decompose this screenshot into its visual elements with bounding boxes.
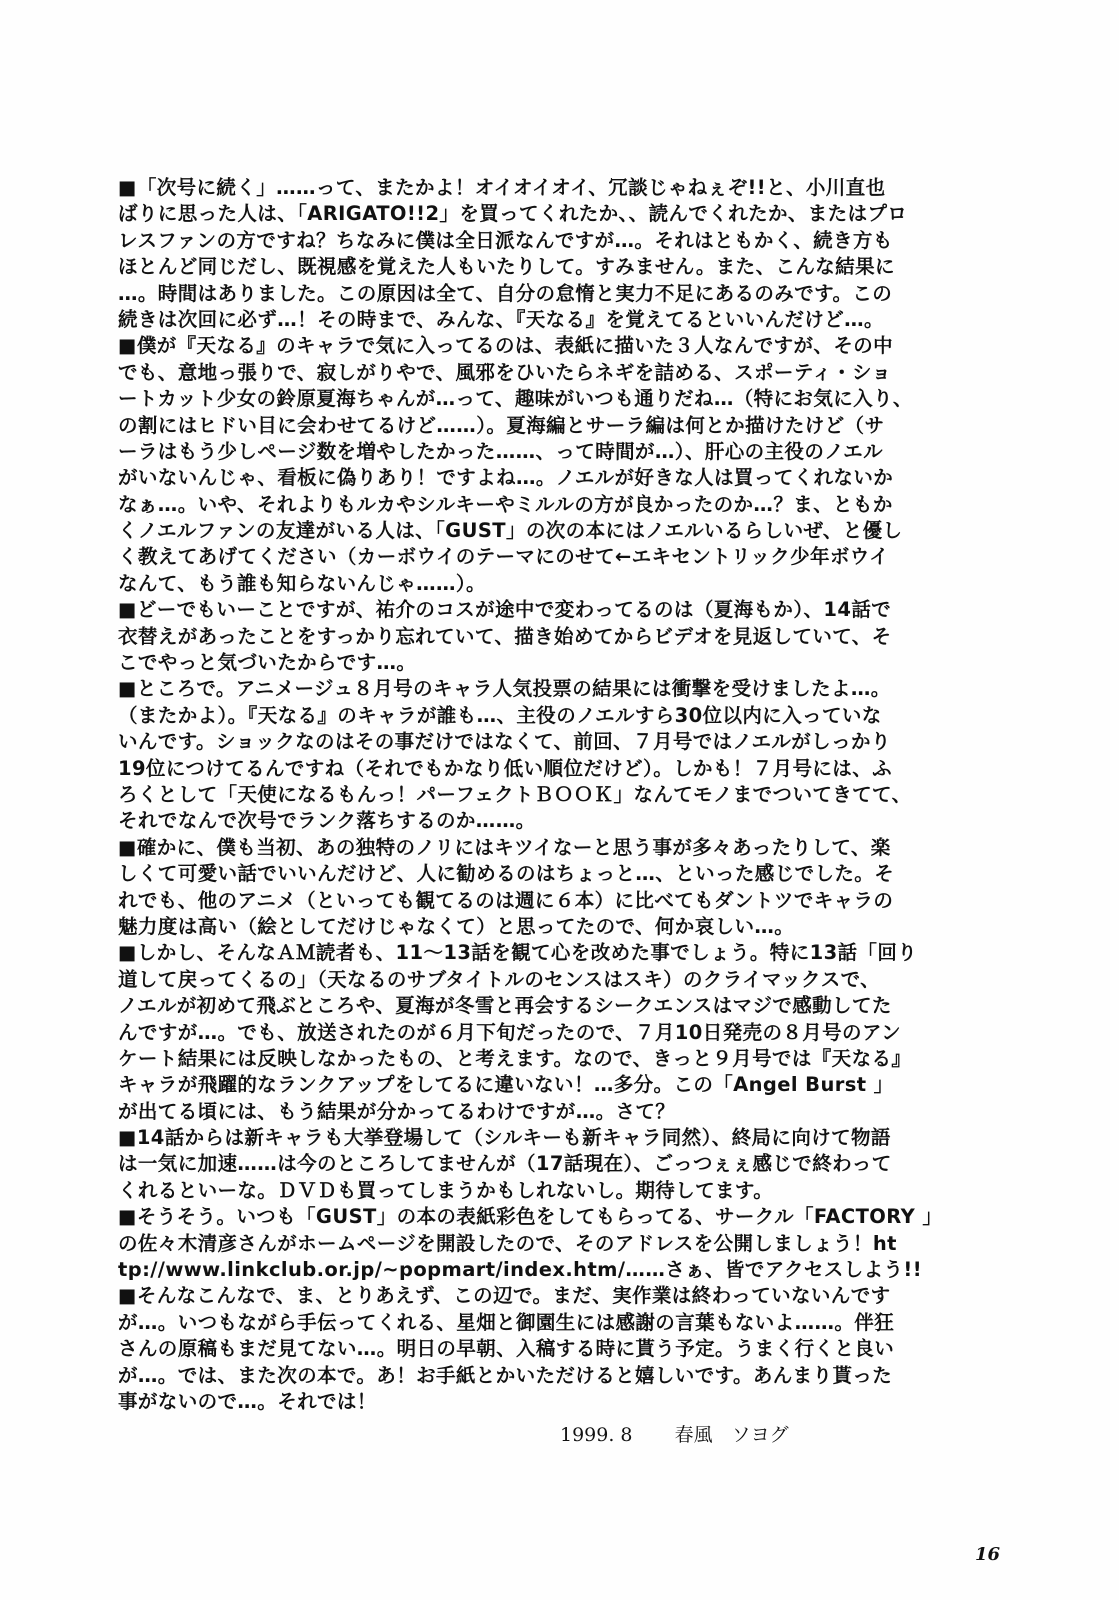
text-line: しくて可愛い話でいいんだけど、人に勧めるのはちょっと…、といった感じでした。そ	[118, 862, 895, 886]
page-number: 16	[975, 1544, 1001, 1565]
text-line: キャラが飛躍的なランクアップをしてるに違いない！…多分。この「Angel Burst 」	[118, 1073, 894, 1097]
text-line: なぁ…。いや、それよりもルカやシルキーやミルルの方が良かったのか…？ま、ともか	[118, 492, 893, 516]
text-line: ろくとして「天使になるもんっ！パーフェクトＢＯＯＫ」なんてモノまでついてきてて、	[118, 782, 912, 806]
text-line: く教えてあげてください（カーボウイのテーマにのせて←エキセントリック少年ボウイ	[118, 545, 889, 569]
text-line: ノエルが初めて飛ぶところや、夏海が冬雪と再会するシークエンスはマジで感動してた	[118, 994, 892, 1018]
text-line: ーラはもう少しページ数を増やしたかった……、って時間が…）、肝心の主役のノエル	[118, 439, 883, 463]
text-line: 衣替えがあったことをすっかり忘れていて、描き始めてからビデオを見返していて、そ	[118, 624, 892, 648]
text-line: こでやっと気づいたからです…。	[118, 651, 417, 675]
signature	[560, 1420, 825, 1447]
text-line: ■「次号に続く」……って、またかよ！オイオイオイ、冗談じゃねぇぞ!!と、小川直也	[118, 176, 886, 199]
text-line: ■どーでもいーことですが、祐介のコスが途中で変わってるのは（夏海もか）、14話で	[118, 598, 892, 622]
text-line: …。時間はありました。この原因は全て、自分の怠惰と実力不足にあるのみです。この	[118, 281, 893, 305]
text-line: れでも、他のアニメ（といっても観てるのは週に６本）に比べてもダントツでキャラの	[118, 888, 894, 912]
signature-date: 1999. 8	[560, 1424, 633, 1446]
text-line: ケート結果には反映しなかったもの、と考えます。なので、きっと９月号では『天なる』	[118, 1046, 912, 1070]
text-line: くノエルファンの友達がいる人は、「GUST」の次の本にはノエルいるらしいぜ、と優し	[118, 519, 903, 543]
text-line: の割にはヒドい目に会わせてるけど……）。夏海編とサーラ編は何とか描けたけど（サ	[118, 413, 885, 437]
text-line: tp://www.linkclub.or.jp/~popmart/index.htm/……さぁ、皆でアクセスしよう!!	[118, 1258, 923, 1282]
text-line: ■そうそう。いつも「GUST」の本の表紙彩色をしてもらってる、サークル「FACTORY 」	[118, 1205, 943, 1229]
text-line: ートカット少女の鈴原夏海ちゃんが…って、趣味がいつも通りだね…（特にお気に入り、	[118, 387, 913, 411]
signature-author: 春風 ソヨグ	[674, 1424, 789, 1446]
text-line: が…。では、また次の本で。あ！お手紙とかいただけると嬉しいです。あんまり貰った	[118, 1363, 893, 1387]
text-line: 魅力度は高い（絵としてだけじゃなくて）と思ってたので、何か哀しい…。	[118, 914, 795, 938]
text-line: さんの原稿もまだ見てない…。明日の早朝、入稿する時に貰う予定。うまく行くと良い	[118, 1337, 895, 1361]
text-line: ■確かに、僕も当初、あの独特のノリにはキツイなーと思う事が多々あったりして、楽	[118, 835, 891, 859]
afterword-text	[118, 175, 1003, 1415]
text-line: が…。いつもながら手伝ってくれる、星畑と御園生には感謝の言葉もないよ……。伴狂	[118, 1310, 895, 1334]
text-line: ■僕が『天なる』のキャラで気に入ってるのは、表紙に描いた３人なんですが、その中	[118, 334, 894, 358]
text-line: 道して戻ってくるの」（天なるのサブタイトルのセンスはスキ）のクライマックスで、	[118, 967, 881, 991]
text-line: （またかよ）。『天なる』のキャラが誰も…、主役のノエルすら30位以内に入っていな	[118, 703, 882, 727]
text-line: くれるといーな。ＤＶＤも買ってしまうかもしれないし。期待してます。	[118, 1178, 774, 1202]
text-line: なんて、もう誰も知らないんじゃ……）。	[118, 571, 486, 595]
text-line: いんです。ショックなのはその事だけではなくて、前回、７月号ではノエルがしっかり	[118, 730, 891, 754]
text-line: ■そんなこんなで、ま、とりあえず、この辺で。まだ、実作業は終わっていないんです	[118, 1284, 891, 1308]
text-line: ■14話からは新キャラも大挙登場して（シルキーも新キャラ同然）、終局に向けて物語	[118, 1126, 891, 1150]
text-line: は一気に加速……は今のところしてませんが（17話現在）、ごっつぇぇ感じで終わって	[118, 1152, 892, 1176]
text-line: 続きは次回に必ず…！その時まで、みんな、『天なる』を覚えてるといいんだけど…。	[118, 307, 884, 331]
text-line: レスファンの方ですね？ちなみに僕は全日派なんですが…。それはともかく、続き方も	[118, 228, 893, 252]
text-line: ばりに思った人は、「ARIGATO!!2」を買ってくれたか、、読んでくれたか、またはプロ	[118, 202, 908, 226]
text-line: それでなんで次号でランク落ちするのか……。	[118, 809, 536, 833]
text-line: がいないんじゃ、看板に偽りあり！ですよね…。ノエルが好きな人は買ってくれないか	[118, 466, 894, 490]
text-line: 19位につけてるんですね（それでもかなり低い順位だけど）。しかも！７月号には、ふ	[118, 756, 892, 780]
text-line: の佐々木清彦さんがホームページを開設したので、そのアドレスを公開しましょう！ht	[118, 1231, 897, 1255]
text-line: ■しかし、そんなＡＭ読者も、11～13話を観て心を改めた事でしょう。特に13話「回り	[118, 941, 918, 965]
text-line: 事がないので…。それでは！	[118, 1389, 377, 1413]
text-line: が出てる頃には、もう結果が分かってるわけですが…。さて？	[118, 1099, 676, 1123]
text-line: ■ところで。アニメージュ８月号のキャラ人気投票の結果には衝撃を受けましたよ…。	[118, 677, 891, 701]
text-line: んですが…。でも、放送されたのが６月下旬だったので、７月10日発売の８月号のアン	[118, 1020, 901, 1044]
text-line: ほとんど同じだし、既視感を覚えた人もいたりして。すみません。また、こんな結果に	[118, 255, 895, 279]
text-line: でも、意地っ張りで、寂しがりやで、風邪をひいたらネギを詰める、スポーティ・ショ	[118, 360, 892, 384]
